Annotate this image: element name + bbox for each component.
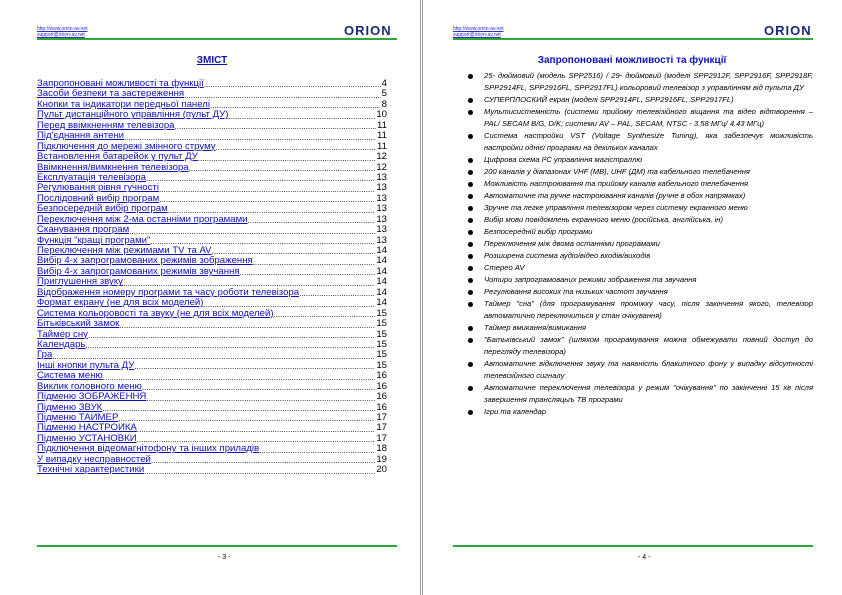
feature-text: Переключення між двома останніми програмами bbox=[484, 239, 660, 248]
feature-text: Автоматичне та ручне настроювання каналів (ручне в обох напрямках) bbox=[484, 191, 746, 200]
toc-leader-dots bbox=[228, 112, 375, 121]
features-title-text: Запропоновані можливості та функції bbox=[537, 55, 727, 66]
toc-entry-page: 15 bbox=[376, 319, 387, 330]
toc-entry-title[interactable]: Виклик головного меню bbox=[37, 381, 142, 392]
feature-item bbox=[468, 298, 813, 322]
toc-entry-page: 10 bbox=[376, 110, 387, 121]
toc-leader-dots bbox=[144, 467, 375, 476]
orion-logo-left: ORION bbox=[344, 23, 392, 38]
toc-entry-title[interactable]: Технічні характеристики bbox=[37, 465, 145, 476]
toc-leader-dots bbox=[137, 435, 376, 444]
toc-entry-title[interactable]: Встановлення батарейок у пульт ДУ bbox=[37, 152, 198, 163]
bullet-icon bbox=[468, 218, 473, 223]
feature-text: 200 каналів у діапазонах VHF (МВ), UHF (ДМ) та кабельного телебачення bbox=[484, 167, 750, 176]
toc-leader-dots bbox=[184, 91, 381, 100]
toc-entry[interactable] bbox=[37, 236, 387, 246]
bullet-icon bbox=[468, 194, 473, 199]
toc-entry-page: 16 bbox=[376, 392, 387, 403]
toc-entry-title[interactable]: Пульт дистанційного управління (пульт ДУ) bbox=[37, 110, 229, 121]
toc-leader-dots bbox=[146, 394, 375, 403]
toc-entry-page: 13 bbox=[376, 193, 387, 204]
feature-item bbox=[468, 130, 813, 154]
feature-text: Автоматичне відключення звуку та наявність блакитного фону у випадку відсутності телевізійного сигналу bbox=[484, 359, 813, 380]
toc-entry[interactable] bbox=[37, 392, 387, 402]
toc-entry[interactable] bbox=[37, 413, 387, 423]
toc-entry[interactable] bbox=[37, 319, 387, 329]
toc-entry-title[interactable]: Під'єднання антени bbox=[37, 131, 124, 142]
feature-text: Зручне та легке управління телевізором через систему екранного меню bbox=[484, 203, 748, 212]
toc-entry[interactable] bbox=[37, 403, 387, 413]
toc-leader-dots bbox=[150, 237, 375, 246]
toc-entry-title[interactable]: Підключення до мережі змінного струму bbox=[37, 141, 216, 152]
toc-entry-title[interactable]: Бітьківський замок bbox=[37, 319, 120, 330]
page-number-left: - 3 - bbox=[218, 554, 231, 561]
feature-text: 25- дюймовий (модель SPP2516) / 29- дюймовий (моделі SPP2912F, SPP2916F, SPP2918F, SPP2914FL, SPP2916FL, SPP2917FL) кольоровий телевізор з управлінням від пульта ДУ bbox=[484, 71, 813, 92]
toc-entry-title[interactable]: Підменю УСТАНОВКИ bbox=[37, 433, 137, 444]
header-url-right[interactable]: http://www.orion-av.net bbox=[453, 26, 504, 32]
toc-entry-page: 14 bbox=[376, 277, 387, 288]
toc-entry-title[interactable]: Підменю ТАЙМЕР bbox=[37, 413, 119, 424]
toc-leader-dots bbox=[119, 321, 375, 330]
toc-entry-page: 5 bbox=[381, 89, 387, 100]
toc-entry-page: 17 bbox=[376, 423, 387, 434]
toc-leader-dots bbox=[189, 164, 376, 173]
toc-entry-title[interactable]: Кнопки та індикатори передньої панелі bbox=[37, 99, 210, 110]
toc-list bbox=[37, 79, 387, 476]
bullet-icon bbox=[468, 110, 473, 115]
feature-text: Ігри та календар bbox=[484, 407, 547, 416]
toc-entry[interactable] bbox=[37, 225, 387, 235]
toc-leader-dots bbox=[52, 352, 375, 361]
toc-entry[interactable] bbox=[37, 455, 387, 465]
feature-item bbox=[468, 334, 813, 358]
toc-entry[interactable] bbox=[37, 173, 387, 183]
feature-item bbox=[468, 238, 813, 250]
toc-entry-page: 14 bbox=[376, 266, 387, 277]
toc-entry-title[interactable]: Формат екрану (не для всіх моделей) bbox=[37, 298, 204, 309]
toc-entry[interactable] bbox=[37, 89, 387, 99]
toc-leader-dots bbox=[102, 404, 375, 413]
toc-leader-dots bbox=[253, 258, 376, 267]
toc-entry-title[interactable]: Запропоновані можливості та функції bbox=[37, 79, 204, 90]
toc-leader-dots bbox=[274, 310, 376, 319]
toc-entry[interactable] bbox=[37, 434, 387, 444]
toc-entry-page: 11 bbox=[377, 131, 387, 142]
toc-entry-page: 4 bbox=[381, 79, 387, 90]
feature-text: Цифрова схема I²C управління магістраллю bbox=[484, 155, 643, 164]
bullet-icon bbox=[468, 290, 473, 295]
toc-entry[interactable] bbox=[37, 361, 387, 371]
feature-text: Мультисистемність (системи прийому телевізійного віщання та відео відтворення – PAL/ SECAM B/G, D/K; системи AV – PAL, SECAM, NTSC - 3.58 МГц/ 4.43 МГц) bbox=[484, 107, 813, 128]
toc-entry[interactable] bbox=[37, 330, 387, 340]
bullet-icon bbox=[468, 362, 473, 367]
toc-entry-title[interactable]: Регулювання рівня гучності bbox=[37, 183, 159, 194]
header-email-left[interactable]: support@orion-av.net bbox=[37, 32, 85, 38]
toc-leader-dots bbox=[259, 446, 375, 455]
toc-entry-title[interactable]: Експлуатація телевізора bbox=[37, 172, 146, 183]
toc-entry-page: 17 bbox=[376, 433, 387, 444]
toc-entry-page: 17 bbox=[376, 413, 387, 424]
feature-item bbox=[468, 406, 813, 418]
toc-entry-title[interactable]: Функція "кращі програми" bbox=[37, 235, 151, 246]
feature-text: Система настройки VST (Voltage Synthesize Tuning), яка забезпечує можливість настройки однієї програми на декількох каналах bbox=[484, 131, 813, 152]
toc-entry-page: 19 bbox=[376, 454, 387, 465]
toc-leader-dots bbox=[146, 174, 375, 183]
feature-item bbox=[468, 70, 813, 94]
toc-leader-dots bbox=[198, 154, 376, 163]
toc-entry-page: 15 bbox=[376, 308, 387, 319]
toc-entry-page: 11 bbox=[377, 120, 387, 131]
toc-leader-dots bbox=[248, 216, 376, 225]
bullet-icon bbox=[468, 206, 473, 211]
bullet-icon bbox=[468, 266, 473, 271]
toc-entry-title[interactable]: Інші кнопки пульта ДУ bbox=[37, 360, 135, 371]
toc-entry[interactable] bbox=[37, 110, 387, 120]
feature-item bbox=[468, 274, 813, 286]
bullet-icon bbox=[468, 158, 473, 163]
toc-entry-page: 14 bbox=[376, 246, 387, 257]
feature-item bbox=[468, 166, 813, 178]
toc-entry[interactable] bbox=[37, 465, 387, 475]
toc-leader-dots bbox=[129, 227, 375, 236]
toc-entry-title[interactable]: Переключення між режимами TV та AV bbox=[37, 246, 212, 257]
features-title bbox=[422, 55, 842, 66]
toc-leader-dots bbox=[88, 331, 375, 340]
toc-entry[interactable] bbox=[37, 204, 387, 214]
toc-entry-title[interactable]: Підменю НАСТРОЙКА bbox=[37, 423, 137, 434]
toc-leader-dots bbox=[123, 279, 375, 288]
feature-text: "Батьківський замок" (шляхом програмування можна обмежувати повний доступ до перегляду телевізора) bbox=[484, 335, 813, 356]
toc-leader-dots bbox=[137, 425, 375, 434]
header-rule-left bbox=[37, 38, 397, 40]
toc-leader-dots bbox=[168, 206, 376, 215]
toc-entry-page: 12 bbox=[376, 152, 387, 163]
toc-leader-dots bbox=[103, 373, 376, 382]
toc-entry[interactable] bbox=[37, 371, 387, 381]
toc-entry-title[interactable]: Вибір 4-х запрограмованих режимів зображення bbox=[37, 256, 253, 267]
bullet-icon bbox=[468, 326, 473, 331]
toc-entry-page: 12 bbox=[376, 162, 387, 173]
bullet-icon bbox=[468, 302, 473, 307]
toc-entry-page: 13 bbox=[376, 183, 387, 194]
toc-entry-title[interactable]: Приглушення звуку bbox=[37, 277, 123, 288]
feature-text: Безпосередній вибір програми bbox=[484, 227, 593, 236]
toc-entry-title[interactable]: Гра bbox=[37, 350, 53, 361]
bullet-icon bbox=[468, 182, 473, 187]
bullet-icon bbox=[468, 410, 473, 415]
toc-entry-page: 13 bbox=[376, 214, 387, 225]
toc-entry[interactable] bbox=[37, 288, 387, 298]
feature-text: СУПЕРПЛОСКИЙ екран (моделі SPP2914FL, SPP2916FL, SPP2917FL) bbox=[484, 95, 734, 104]
bullet-icon bbox=[468, 230, 473, 235]
toc-entry-page: 16 bbox=[376, 402, 387, 413]
toc-entry[interactable] bbox=[37, 142, 387, 152]
toc-entry-page: 15 bbox=[376, 360, 387, 371]
toc-entry-page: 8 bbox=[381, 99, 387, 110]
toc-entry[interactable] bbox=[37, 267, 387, 277]
toc-leader-dots bbox=[118, 414, 375, 423]
toc-entry-page: 13 bbox=[376, 225, 387, 236]
toc-entry-page: 15 bbox=[376, 350, 387, 361]
toc-leader-dots bbox=[204, 80, 381, 89]
toc-entry[interactable] bbox=[37, 309, 387, 319]
toc-entry-title[interactable]: Підменю ЗОБРАЖЕННЯ bbox=[37, 392, 147, 403]
feature-text: Вибір мови повідомлень екранного меню (російська, англійська, ін) bbox=[484, 215, 723, 224]
feature-text: Чотири запрограмованих режими зображення та звучання bbox=[484, 275, 697, 284]
toc-entry[interactable] bbox=[37, 79, 387, 89]
features-list bbox=[468, 70, 813, 418]
orion-logo-right: ORION bbox=[764, 23, 812, 38]
toc-entry-page: 18 bbox=[376, 444, 387, 455]
toc-entry-page: 15 bbox=[376, 329, 387, 340]
toc-entry-page: 11 bbox=[377, 141, 387, 152]
header-email-right[interactable]: support@orion-av.net bbox=[453, 32, 501, 38]
toc-entry[interactable] bbox=[37, 121, 387, 131]
toc-entry-page: 16 bbox=[376, 381, 387, 392]
feature-item bbox=[468, 286, 813, 298]
feature-text: Регулювання високих та низьких частот звучання bbox=[484, 287, 668, 296]
feature-text: Таймер "сна" (для програмування проміжку часу, після закінчення якого, телевізор автоматично переключиться у стан очікування) bbox=[484, 299, 813, 320]
feature-item bbox=[468, 106, 813, 130]
bullet-icon bbox=[468, 338, 473, 343]
toc-entry[interactable] bbox=[37, 215, 387, 225]
toc-entry-page: 13 bbox=[376, 204, 387, 215]
toc-entry[interactable] bbox=[37, 423, 387, 433]
page-number-right: - 4 - bbox=[638, 554, 651, 561]
bullet-icon bbox=[468, 134, 473, 139]
toc-entry-page: 16 bbox=[376, 371, 387, 382]
toc-entry-title[interactable]: Сканування програм bbox=[37, 225, 130, 236]
toc-leader-dots bbox=[216, 143, 376, 152]
toc-leader-dots bbox=[212, 247, 376, 256]
toc-entry-title[interactable]: Послідовний вибір програм bbox=[37, 193, 160, 204]
toc-entry[interactable] bbox=[37, 183, 387, 193]
toc-leader-dots bbox=[142, 383, 376, 392]
footer-rule-left bbox=[37, 545, 397, 547]
toc-entry[interactable] bbox=[37, 382, 387, 392]
feature-text: Стерео AV bbox=[484, 263, 525, 272]
toc-entry[interactable] bbox=[37, 340, 387, 350]
toc-leader-dots bbox=[175, 122, 377, 131]
feature-item bbox=[468, 250, 813, 262]
bullet-icon bbox=[468, 254, 473, 259]
toc-entry-page: 13 bbox=[376, 235, 387, 246]
toc-leader-dots bbox=[240, 268, 376, 277]
toc-entry-title[interactable]: Система меню bbox=[37, 371, 103, 382]
toc-entry[interactable] bbox=[37, 194, 387, 204]
feature-text: Розширена система аудіо/відео входів/виходів bbox=[484, 251, 651, 260]
feature-text: Таймер вмикання/вимикання bbox=[484, 323, 587, 332]
toc-entry-page: 13 bbox=[376, 172, 387, 183]
feature-item bbox=[468, 202, 813, 214]
toc-leader-dots bbox=[85, 341, 375, 350]
toc-entry[interactable] bbox=[37, 256, 387, 266]
toc-leader-dots bbox=[151, 456, 375, 465]
bullet-icon bbox=[468, 386, 473, 391]
toc-entry[interactable] bbox=[37, 444, 387, 454]
toc-entry-title[interactable]: Таймер сну bbox=[37, 329, 88, 340]
bullet-icon bbox=[468, 278, 473, 283]
feature-text: Можливість настроювання та прийому каналів кабельного телебачення bbox=[484, 179, 749, 188]
toc-entry-title[interactable]: У випадку несправностей bbox=[37, 454, 151, 465]
toc-entry-page: 15 bbox=[376, 339, 387, 350]
toc-entry-title[interactable]: Відображення номеру програми та часу роботи телевізора bbox=[37, 287, 300, 298]
feature-item bbox=[468, 262, 813, 274]
toc-leader-dots bbox=[159, 195, 375, 204]
toc-entry-title[interactable]: Ввімкнення/вимкнення телевізора bbox=[37, 162, 189, 173]
feature-item bbox=[468, 226, 813, 238]
toc-leader-dots bbox=[210, 101, 381, 110]
toc-entry-title[interactable]: Вибір 4-х запрограмованих режимів звучання bbox=[37, 266, 240, 277]
toc-entry-title[interactable]: Безпосередній вибір програм bbox=[37, 204, 168, 215]
feature-item bbox=[468, 382, 813, 406]
bullet-icon bbox=[468, 242, 473, 247]
toc-entry-title[interactable]: Засоби безпеки та застереження bbox=[37, 89, 185, 100]
bullet-icon bbox=[468, 74, 473, 79]
toc-leader-dots bbox=[299, 289, 375, 298]
toc-entry-title[interactable]: Підключення відеомагнітофону та інших приладів bbox=[37, 444, 260, 455]
toc-entry[interactable] bbox=[37, 152, 387, 162]
feature-item bbox=[468, 358, 813, 382]
toc-entry-title[interactable]: Переключення між 2-ма останніми програмами bbox=[37, 214, 248, 225]
feature-item bbox=[468, 322, 813, 334]
toc-entry-title[interactable]: Підменю ЗВУК bbox=[37, 402, 103, 413]
toc-entry-title[interactable]: Система кольоровості та звуку (не для всіх моделей) bbox=[37, 308, 274, 319]
feature-text: Автоматичне переключення телевізора у режим "очікування" по закінченні 15 хв після завершення трансляцыъ ТВ програми bbox=[484, 383, 813, 404]
toc-entry[interactable] bbox=[37, 163, 387, 173]
toc-leader-dots bbox=[134, 362, 375, 371]
toc-leader-dots bbox=[124, 133, 376, 142]
toc-entry[interactable] bbox=[37, 350, 387, 360]
toc-entry[interactable] bbox=[37, 246, 387, 256]
feature-item bbox=[468, 154, 813, 166]
toc-entry-title[interactable]: Перед ввімкненням телевізора bbox=[37, 120, 175, 131]
bullet-icon bbox=[468, 170, 473, 175]
toc-leader-dots bbox=[159, 185, 375, 194]
toc-entry[interactable] bbox=[37, 298, 387, 308]
feature-item bbox=[468, 214, 813, 226]
feature-item bbox=[468, 94, 813, 106]
toc-title: ЗМІСТ bbox=[196, 55, 228, 66]
toc-entry-page: 14 bbox=[376, 298, 387, 309]
toc-entry[interactable] bbox=[37, 100, 387, 110]
header-url-left[interactable]: http://www.orion-av.net bbox=[37, 26, 88, 32]
toc-entry-title[interactable]: Календарь bbox=[37, 339, 86, 350]
feature-item bbox=[468, 190, 813, 202]
toc-entry[interactable] bbox=[37, 131, 387, 141]
header-rule-right bbox=[453, 38, 813, 40]
feature-item bbox=[468, 178, 813, 190]
toc-entry-page: 14 bbox=[376, 256, 387, 267]
toc-entry-page: 14 bbox=[376, 287, 387, 298]
footer-rule-right bbox=[453, 545, 813, 547]
toc-entry-page: 20 bbox=[376, 465, 387, 476]
toc-leader-dots bbox=[203, 300, 375, 309]
toc-entry[interactable] bbox=[37, 277, 387, 287]
bullet-icon bbox=[468, 98, 473, 103]
